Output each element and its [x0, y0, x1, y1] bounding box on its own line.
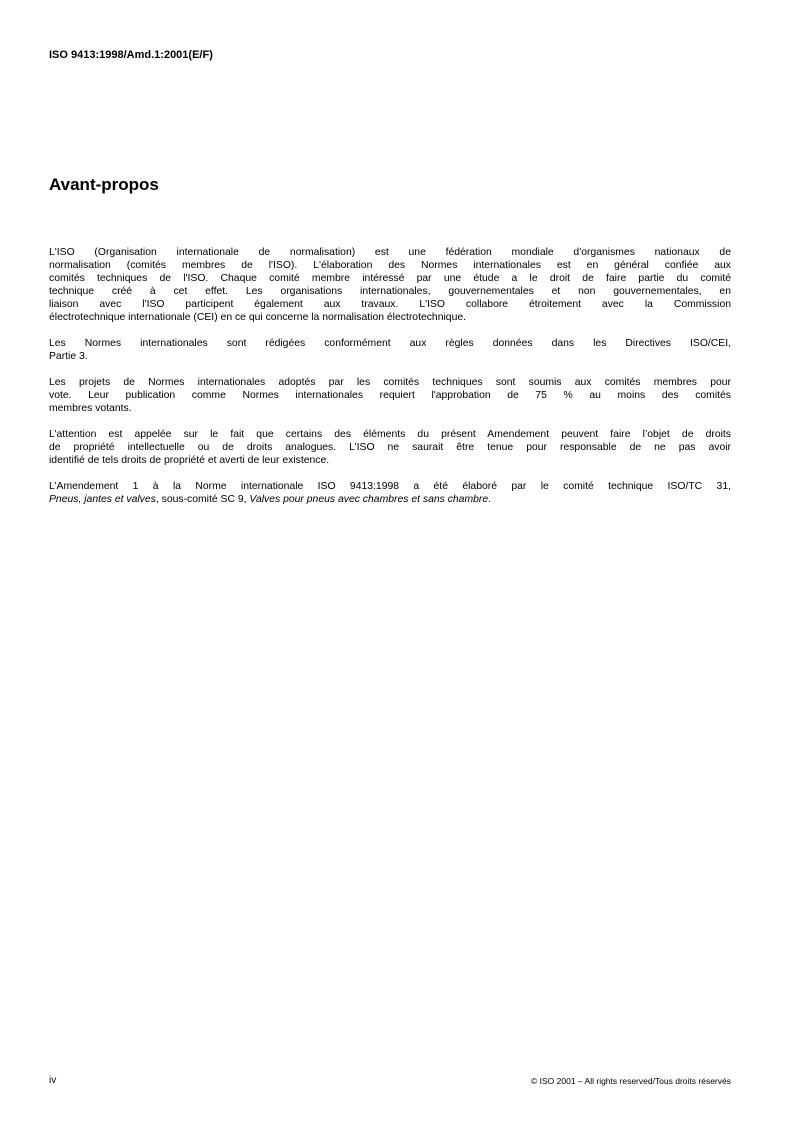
section-title: Avant-propos: [49, 175, 159, 194]
text-line: électrotechnique internationale (CEI) en ce qui concerne la normalisation électrotechnique.: [49, 312, 467, 323]
text-line: comités techniques de l'ISO. Chaque comité membre intéressé par une étude a le droit de faire partie du comité: [49, 273, 731, 284]
subcommittee-name: Valves pour pneus avec chambres et sans chambre: [249, 494, 489, 505]
paragraph: [49, 480, 731, 506]
paragraph: [49, 376, 731, 415]
committee-name: Pneus, jantes et valves: [49, 494, 156, 505]
text-line: vote. Leur publication comme Normes internationales requiert l'approbation de 75 % au moins des comités: [49, 390, 731, 401]
text-line: membres votants.: [49, 403, 132, 414]
page-number: iv: [49, 1075, 57, 1086]
text-line: identifié de tels droits de propriété et averti de leur existence.: [49, 455, 330, 466]
text-line: L'ISO (Organisation internationale de normalisation) est une fédération mondiale d'organismes nationaux de: [49, 247, 731, 258]
text-line: normalisation (comités membres de l'ISO). L'élaboration des Normes internationales est en général confiée aux: [49, 260, 731, 271]
text-line: Les projets de Normes internationales adoptés par les comités techniques sont soumis aux comités membres pour: [49, 377, 731, 388]
text-line: liaison avec l'ISO participent également aux travaux. L'ISO collabore étroitement avec la Commission: [49, 299, 731, 310]
text-line: Partie 3.: [49, 351, 88, 362]
foreword-body: [49, 246, 731, 519]
text-line: L’Amendement 1 à la Norme internationale ISO 9413:1998 a été élaboré par le comité technique ISO/TC 31,: [49, 481, 731, 492]
text-line: de propriété intellectuelle ou de droits analogues. L’ISO ne saurait être tenue pour responsable de ne pas avoir: [49, 442, 731, 453]
text-line: technique créé à cet effet. Les organisations internationales, gouvernementales et non gouvernementales, en: [49, 286, 731, 297]
paragraph: [49, 246, 731, 324]
copyright-notice: © ISO 2001 – All rights reserved/Tous droits réservés: [531, 1076, 731, 1086]
document-header: ISO 9413:1998/Amd.1:2001(E/F): [49, 49, 213, 61]
paragraph: [49, 428, 731, 467]
text-fragment: , sous-comité SC 9,: [155, 494, 250, 505]
text-line: L’attention est appelée sur le fait que certains des éléments du présent Amendement peuvent faire l’objet de droits: [49, 429, 731, 440]
text-line: [49, 493, 731, 506]
text-line: Les Normes internationales sont rédigées conformément aux règles données dans les Directives ISO/CEI,: [49, 338, 731, 349]
paragraph: [49, 337, 731, 363]
text-fragment: .: [488, 494, 492, 505]
